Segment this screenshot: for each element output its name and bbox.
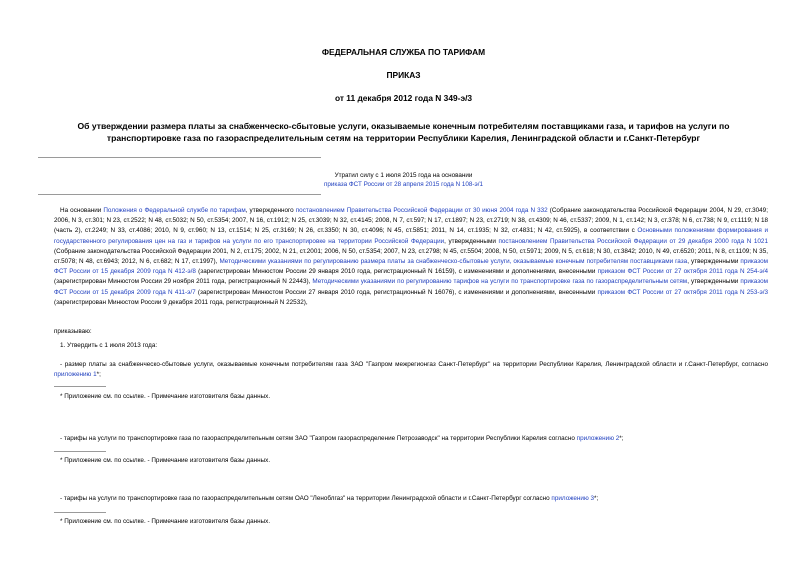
footnote-rule xyxy=(54,386,106,387)
footnote-rule xyxy=(54,451,106,452)
status-note: Утратил силу с 1 июля 2015 года на основании xyxy=(334,172,473,179)
link-order-412[interactable]: приказом ФСТ России от 15 декабря 2009 года N 412-э/8 xyxy=(54,258,768,276)
link-appendix-1[interactable]: приложению 1 xyxy=(54,371,97,379)
preamble-text: , утвержденными xyxy=(444,237,499,245)
order-bullet-1 xyxy=(54,360,768,380)
link-order-254[interactable]: приказом ФСТ России от 27 октября 2011 года N 254-э/4 xyxy=(597,268,768,276)
title-line-2: транспортировке газа по газораспределительным сетям на территории Республики Карелия, Ленинградской области и г.Санкт-Петербург xyxy=(106,133,701,143)
preamble-text: , утвержденного xyxy=(245,207,296,214)
preamble-text: (зарегистрирован Минюстом России 29 ноября 2011 года, регистрационный N 22443), xyxy=(54,278,313,286)
repeal-order-link[interactable]: приказа ФСТ России от 28 апреля 2015 года N 108-э/1 xyxy=(324,181,483,188)
preamble-text: (зарегистрирован Минюстом России 27 января 2010 года, регистрационный N 16076), с изменениями и дополнениями, внесенными xyxy=(195,288,598,296)
bullet-end: *; xyxy=(594,495,599,502)
footnote-1: * Приложение см. по ссылке. - Примечание изготовителя базы данных. xyxy=(60,393,271,400)
order-bullet-3 xyxy=(60,494,598,504)
preamble-paragraph xyxy=(54,206,768,308)
preamble-text: (Собрание законодательства Российской Федерации 2004, N 29, ст.3049; 2006, N 3, ст.301; N 23, ст.2522; N 48, ст.5032; N 50, ст.5354; 2007, N 16, ст.1912; N 25, ст.3039; N 32, ст.4145; 2008, N 7, ст.597; N 17, ст.1897; N 23, ст.2719; N 38, ст.4309; N 46, ст.5337; 2009, N 1, ст.142; N 3, ст.378; N 6, ст.738; N 9, ст.1119; N 18 (часть 2), ст.2249; N 33, ст.4086; 2010, N 9, ст.960; N 13, ст.1514; N 25, ст.3169; N 26, ст.3350; N 30, ст.4096; N 45, ст.5851; 2011, N 14, ст.1935; N 32, ст.4831; N 42, ст.5925), в соответствии с xyxy=(54,207,768,235)
document-title xyxy=(60,120,747,144)
title-line-1: Об утверждении размера платы за снабженческо-сбытовые услуги, оказываемые конечным потребителям поставщиками газа, и тарифов на услуги по xyxy=(77,121,730,131)
preamble-text: (зарегистрирован Минюстом России 9 декабря 2011 года, регистрационный N 22532), xyxy=(54,298,308,306)
preamble-text: , утвержденными xyxy=(687,258,741,266)
bullet-text: - тарифы на услуги по транспортировке газа по газораспределительным сетям ЗАО "Газпром газораспределение Петрозаводск" на территории Республики Карелия согласно xyxy=(60,435,577,442)
order-item-1: 1. Утвердить с 1 июля 2013 года: xyxy=(60,342,158,349)
link-methodical-supply[interactable]: Методическими указаниями по регулированию размера платы за снабженческо-сбытовые услуги, оказываемые конечным потребителям поставщиками газа xyxy=(219,258,688,266)
link-order-411[interactable]: приказом ФСТ России от 15 декабря 2009 года N 411-э/7 xyxy=(54,278,768,296)
divider-bottom xyxy=(38,194,321,195)
status-link-line xyxy=(0,181,807,188)
link-appendix-2[interactable]: приложению 2 xyxy=(576,435,620,442)
order-verb: приказываю: xyxy=(54,328,92,335)
bullet-text: - размер платы за снабженческо-сбытовые услуги, оказываемые конечным потребителям газа ЗАО "Газпром межрегионгаз Санкт-Петербург" на территории Республики Карелия, Ленинградской области и г.Санкт-Петербург, согласно xyxy=(60,361,768,368)
footnote-2: * Приложение см. по ссылке. - Примечание изготовителя базы данных. xyxy=(60,457,271,464)
document-type: ПРИКАЗ xyxy=(386,70,421,80)
link-regulation-fst[interactable]: Положения о Федеральной службе по тарифам xyxy=(103,207,246,214)
bullet-text: - тарифы на услуги по транспортировке газа по газораспределительным сетям ОАО "Леноблгаз" на территории Ленинградской области и г.Санкт-Петербург согласно xyxy=(60,495,552,502)
agency-name: ФЕДЕРАЛЬНАЯ СЛУЖБА ПО ТАРИФАМ xyxy=(321,47,486,57)
preamble-text: (зарегистрирован Минюстом России 29 января 2010 года, регистрационный N 16159), с изменениями и дополнениями, внесенными xyxy=(195,268,598,276)
preamble-text: На основании xyxy=(60,207,104,214)
divider-top xyxy=(38,157,321,158)
link-decree-332[interactable]: постановлением Правительства Российской Федерации от 30 июня 2004 года N 332 xyxy=(295,207,548,214)
link-methodical-transport[interactable]: Методическими указаниями по регулированию тарифов на услуги по транспортировке газа по газораспределительным сетям xyxy=(312,278,688,286)
footnote-3: * Приложение см. по ссылке. - Примечание изготовителя базы данных. xyxy=(60,518,271,525)
document-date: от 11 декабря 2012 года N 349-э/3 xyxy=(334,93,473,103)
preamble-text: , утвержденными xyxy=(687,278,741,286)
link-decree-1021[interactable]: постановлением Правительства Российской Федерации от 29 декабря 2000 года N 1021 xyxy=(498,237,768,245)
footnote-rule xyxy=(54,512,106,513)
bullet-end: *; xyxy=(619,435,624,442)
preamble-text: (Собрание законодательства Российской Федерации 2001, N 2, ст.175; 2002, N 21, ст.2001; 2006, N 50, ст.5354; 2007, N 23, ст.2798; N 45, ст.5504; 2008, N 50, ст.5971; 2009, N 5, ст.618; N 30, ст.3842; 2010, N 49, ст.6520; 2011, N 8, ст.1109; N 35, ст.5078; N 48, ст.6943; 2012, N 6, ст.682; N 17, ст.1997), xyxy=(54,247,768,266)
link-order-253[interactable]: приказом ФСТ России от 27 октября 2011 года N 253-э/3 xyxy=(597,288,768,296)
link-basic-provisions[interactable]: Основными положениями формирования и государственного регулирования цен на газ и тарифов на услуги по его транспортировке на территории Российской Федерации xyxy=(54,227,768,245)
link-appendix-3[interactable]: приложению 3 xyxy=(551,495,595,502)
order-bullet-2 xyxy=(60,434,623,444)
bullet-end: *; xyxy=(96,371,101,379)
